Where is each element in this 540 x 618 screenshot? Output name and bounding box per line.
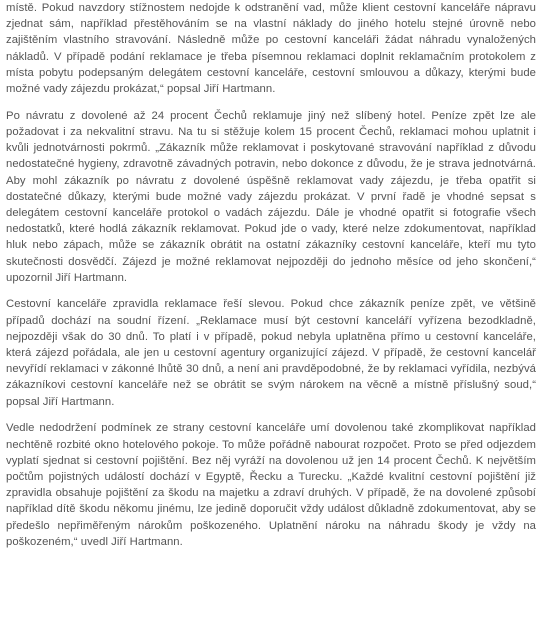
paragraph-complaint-handling: Cestovní kanceláře zpravidla reklamace řeší slevou. Pokud chce zákazník peníze zpět, ve většině případů dochází na soudní řízení. „Reklamace musí být cestovní kanceláří vyřízena bezodkladně, nejpozději však do 30 dnů. To platí i v případě, pokud nebyla uplatněna přímo u cestovní kanceláře, která zájezd pořádala, ale jen u cestovní agentury organizující zájezd. V případě, že cestovní kancelář nevyřídí reklamaci v zákonné lhůtě 30 dnů, a není ani pravděpodobné, že by reklamaci vyřídila, nezbývá zákazníkovi cestovní kanceláře než se obrátit se svým nárokem na věcně a místně příslušný soud,“ popsal Jiří Hartmann. bbox=[6, 298, 536, 408]
paragraph-hotel-remedy: místě. Pokud navzdory stížnostem nedojde k odstranění vad, může klient cestovní kanceláře nápravu zjednat sám, například přestěhováním se na vlastní náklady do jiného hotelu stejné úrovně nebo zajištěním vlastního stravování. Následně může po cestovní kanceláři žádat náhradu vynaložených nákladů. V případě podání reklamace je třeba písemnou reklamaci doplnit reklamačním protokolem z místa pobytu podepsaným delegátem cestovní kanceláře, cestovní smlouvou a důkazy, kterými bude možné vady zájezdu prokázat,“ popsal Jiří Hartmann. bbox=[6, 2, 536, 96]
paragraph-complaint-stats: Po návratu z dovolené až 24 procent Čechů reklamuje jiný než slíbený hotel. Peníze zpět lze ale požadovat i za nekvalitní stravu. Na tu si stěžuje kolem 15 procent Čechů, reklamaci mohou uplatnit i kvůli jednotvárnosti pokrmů. „Zákazník může reklamovat i poskytované stravování například z důvodu nedostatečné hygieny, zdravotně závadných potravin, nebo dokonce z důvodu, že je strava jednotvárná. Aby mohl zákazník po návratu z dovolené úspěšně reklamovat vady zájezdu, je třeba opatřit si dostatečné důkazy, kterými bude možné vady zájezdu prokázat. V první řadě je vhodné sepsat s delegátem cestovní kanceláře protokol o vadách zájezdu. Dále je vhodné opatřit si fotografie všech nedostatků, které hodlá zákazník reklamovat. Pokud jde o vady, které nelze zdokumentovat, například hluk nebo zápach, může se zákazník obrátit na ostatní zákazníky cestovní kanceláře, kteří mu tyto skutečnosti dosvědčí. Zájezd je možné reklamovat nejpozději do jednoho měsíce od jeho skončení,“ upozornil Jiří Hartmann. bbox=[6, 109, 536, 284]
paragraph-travel-insurance: Vedle nedodržení podmínek ze strany cestovní kanceláře umí dovolenou také zkomplikovat například nechtěně rozbité okno hotelového pokoje. To může pořádně nabourat rozpočet. Proto se před odjezdem vyplatí sjednat si cestovní pojištění. Bez něj vyráží na dovolenou už jen 14 procent Čechů. K největším počtům pojistných událostí dochází v Egyptě, Řecku a Turecku. „Každé kvalitní cestovní pojištění již zpravidla obsahuje pojištění za škodu na majetku a zdraví druhých. V případě, že na dovolené způsobí například dítě škodu někomu jinému, lze jedině doporučit vždy událost důkladně zdokumentovat, aby se předešlo nepřiměřeným nárokům poškozeného. Uplatnění nároku na náhradu škody je vždy na poškozeném,“ uvedl Jiří Hartmann. bbox=[6, 422, 536, 548]
